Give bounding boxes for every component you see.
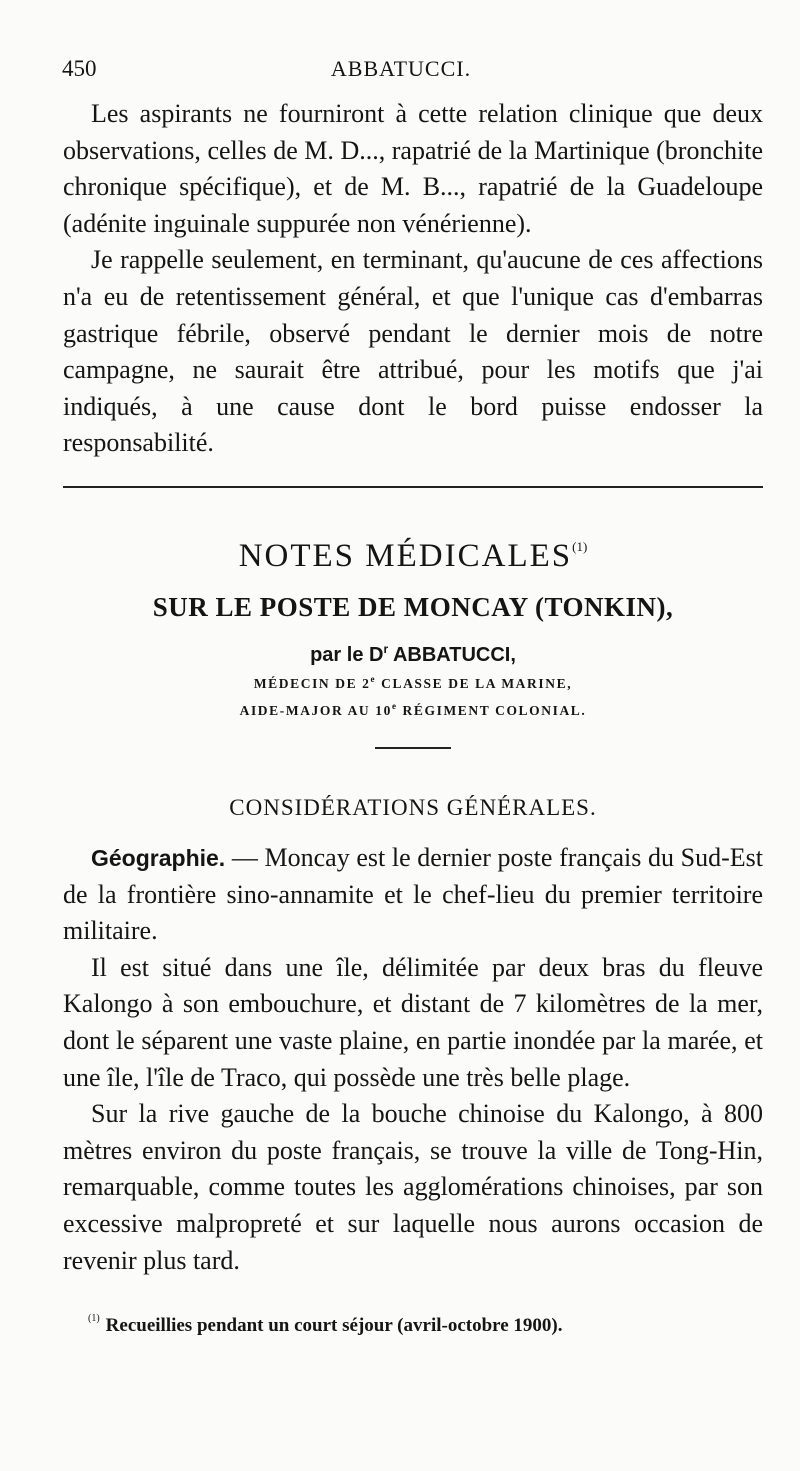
running-head [62, 56, 760, 86]
author-regiment-line [63, 701, 763, 719]
paragraph-text: — Moncay est le dernier poste français du Sud-Est de la frontière sino-annamite et le chef-lieu du premier territoire militaire. [63, 843, 763, 946]
intro-paragraph: Les aspirants ne fourniront à cette relation clinique que deux observations, celles de M. D..., rapatrié de la Martinique (bronchite chronique spécifique), et de M. B..., rapatrié de la Guadeloupe (adénite inguinale suppurée non vénérienne). [63, 99, 763, 238]
section-divider [63, 486, 763, 488]
rank-sup: e [370, 674, 377, 684]
section-paragraph: Sur la rive gauche de la bouche chinoise du Kalongo, à 800 mètres environ du poste français, se trouve la ville de Tong-Hin, remarquable, comme toutes les agglomérations chinoises, par son excessive malpropreté et sur laquelle nous aurons occasion de revenir plus tard. [63, 1099, 763, 1275]
rank-text: RÉGIMENT COLONIAL. [397, 703, 587, 718]
run-in-heading: Géographie. [91, 845, 226, 871]
article-subtitle: SUR LE POSTE DE MONCAY (TONKIN), [152, 592, 674, 622]
author-rank-line [63, 674, 763, 692]
author-line [63, 642, 763, 667]
intro-paragraph: Je rappelle seulement, en terminant, qu'aucune de ces affections n'a eu de retentissement général, et que l'unique cas d'embarras gastrique fébrile, observé pendant le dernier mois de notre campagne, ne saurait être attribué, pour les motifs que j'ai indiqués, à une cause dont le bord puisse endosser la responsabilité. [63, 245, 763, 458]
author-name: ABBATUCCI, [392, 644, 516, 666]
section-paragraph [63, 840, 763, 950]
footnote [88, 1313, 768, 1337]
running-title: ABBATUCCI. [330, 56, 472, 81]
article-title-text: NOTES MÉDICALES [238, 538, 573, 574]
rank-text: AIDE-MAJOR AU 10 [239, 703, 392, 718]
section-paragraph: Il est situé dans une île, délimitée par deux bras du fleuve Kalongo à son embouchure, et distant de 7 kilomètres de la mer, dont le séparent une vaste plaine, en partie inondée par la marée, et une île, l'île de Traco, qui possède une très belle plage. [63, 952, 763, 1092]
footnote-marker: (1) [88, 1313, 100, 1324]
footnote-reference: (1) [572, 539, 588, 554]
rank-sup: e [391, 701, 398, 711]
footnote-text: Recueillies pendant un court séjour (avril-octobre 1900). [105, 1315, 563, 1336]
intro-text [63, 96, 763, 462]
article-title [63, 538, 763, 575]
rank-text: MÉDECIN DE 2 [253, 676, 371, 691]
section-heading: CONSIDÉRATIONS GÉNÉRALES. [229, 795, 597, 820]
author-prefix: par le D [310, 644, 384, 666]
title-divider [375, 747, 451, 749]
rank-text: CLASSE DE LA MARINE, [376, 676, 573, 691]
section-text [63, 840, 763, 1279]
author-title-sup: r [383, 642, 389, 656]
page-number: 450 [62, 56, 97, 81]
